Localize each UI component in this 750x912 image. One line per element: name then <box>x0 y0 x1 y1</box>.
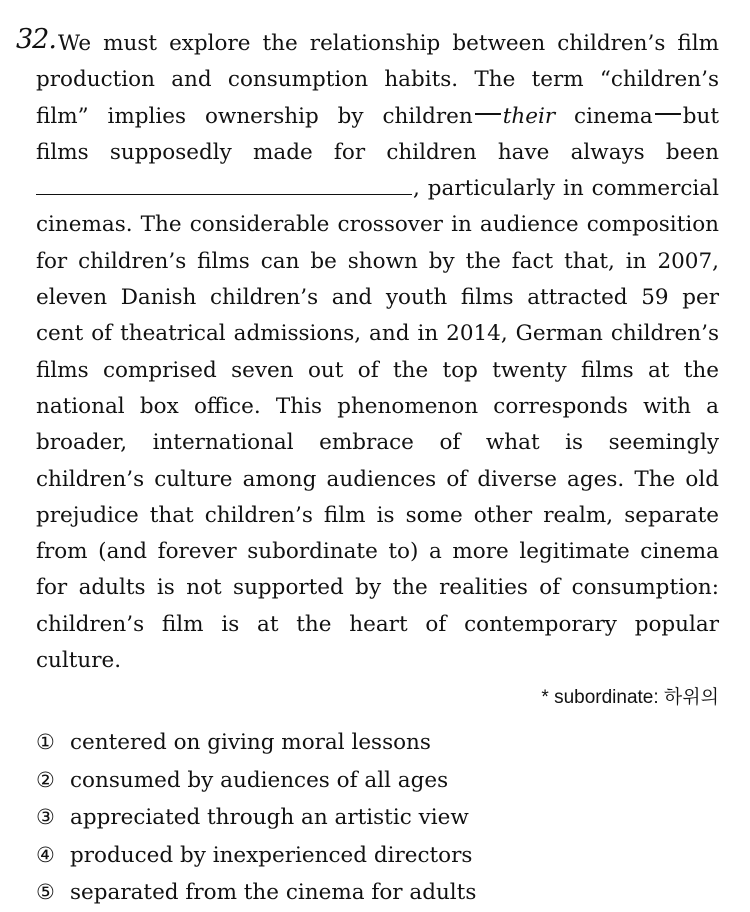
passage-segment-3: cinema <box>574 103 653 129</box>
choice-3[interactable] <box>36 799 476 837</box>
choice-mark: ④ <box>36 842 55 867</box>
choice-mark: ① <box>36 730 55 754</box>
choice-mark: ② <box>36 767 55 792</box>
choice-4[interactable] <box>36 837 476 875</box>
passage-segment-1: We must explore the relationship between children’s film production and consumption habits. The term “children’s film” implies ownership by children <box>36 31 719 129</box>
passage-segment-4: but films supposedly made for children have always been <box>36 103 719 165</box>
em-dash <box>655 113 681 115</box>
choice-2[interactable] <box>36 762 476 800</box>
choice-text: appreciated through an artistic view <box>70 805 469 830</box>
passage-emphasis: their <box>502 103 556 129</box>
choice-1[interactable] <box>36 724 476 762</box>
passage-text <box>36 26 719 679</box>
choice-mark: ⑤ <box>36 880 55 904</box>
footnote: * subordinate: 하위의 <box>541 687 719 708</box>
choice-mark: ③ <box>36 805 55 829</box>
answer-blank <box>36 172 412 195</box>
answer-choices <box>36 724 476 912</box>
choice-text: centered on giving moral lessons <box>70 730 431 755</box>
choice-text: produced by inexperienced directors <box>70 842 473 868</box>
question-number: 32. <box>16 24 56 55</box>
choice-text: consumed by audiences of all ages <box>70 767 449 793</box>
passage-segment-5: , particularly in commercial cinemas. The considerable crossover in audience composition for children’s films can be shown by the fact that, in 2007, eleven Danish children’s and youth films attracted 59 per cent of theatrical admissions, and in 2014, German children’s films comprised seven out of the top twenty films at the national box office. This phenomenon corresponds with a broader, international embrace of what is seemingly children’s culture among audiences of diverse ages. The old prejudice that children’s film is some other realm, separate from (and forever subordinate to) a more legitimate cinema for adults is not supported by the realities of consumption: children’s film is at the heart of contemporary popular culture. <box>36 176 719 674</box>
choice-text: separated from the cinema for adults <box>70 880 477 905</box>
em-dash <box>475 113 501 115</box>
